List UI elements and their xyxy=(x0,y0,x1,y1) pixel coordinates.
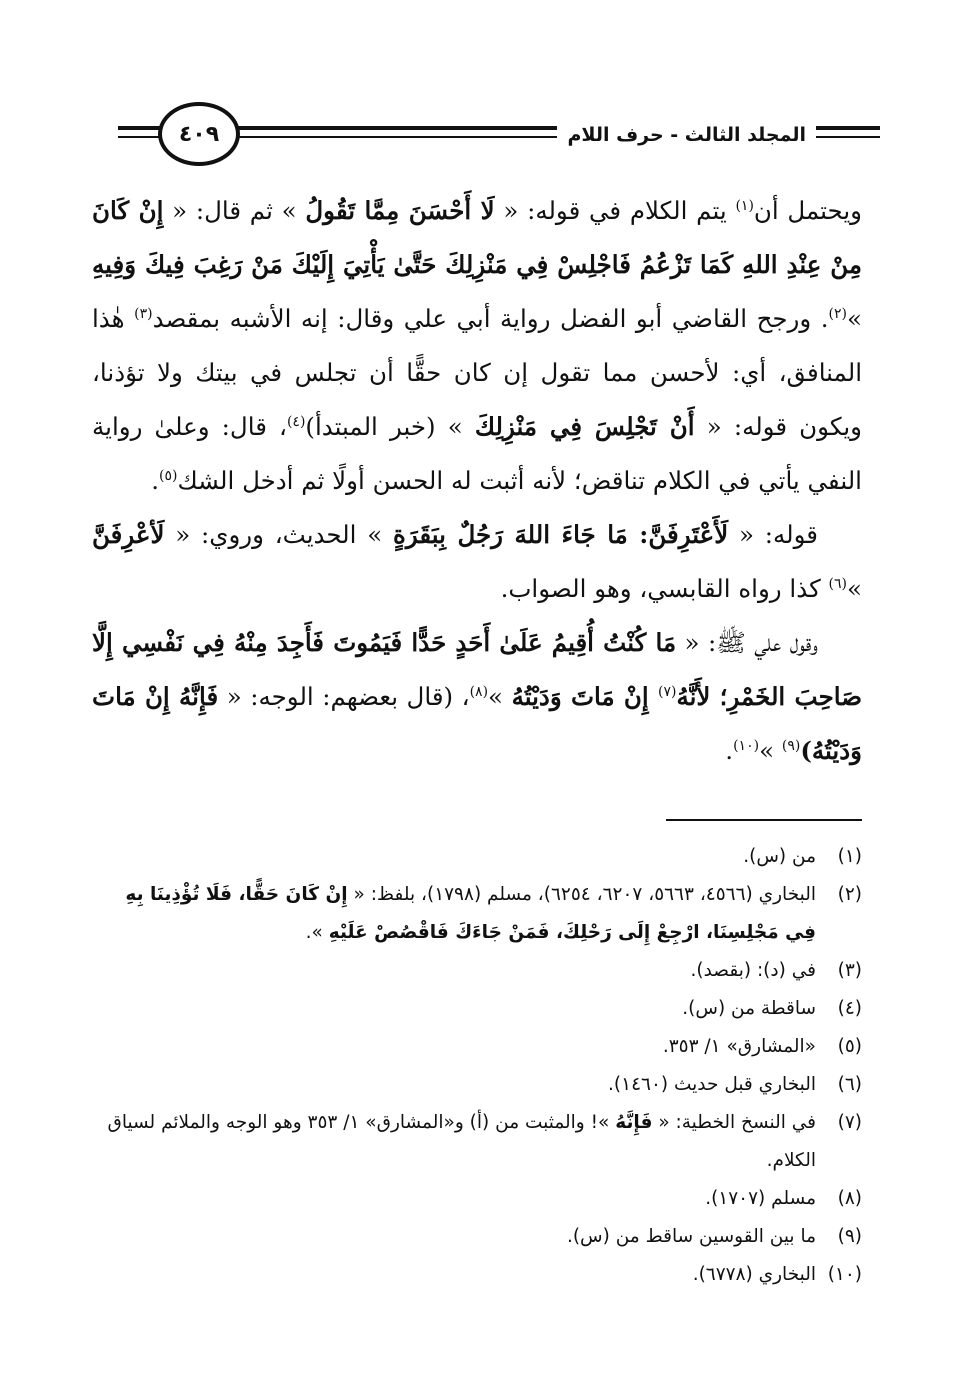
footnote-item xyxy=(92,1028,862,1066)
footnote-text-run: ». xyxy=(305,922,329,943)
footnote-item xyxy=(92,990,862,1028)
paragraph-3 xyxy=(92,616,862,778)
text-run: » (خبر المبتدأ) xyxy=(305,412,475,441)
footnote-number: (٢) xyxy=(837,884,862,905)
text-run: » الحديث، وروي: « xyxy=(164,520,393,549)
footnotes xyxy=(92,838,862,1294)
footnote-ref: (٦) xyxy=(828,575,847,592)
footnote-text: ساقطة من (س). xyxy=(682,998,816,1019)
footnote-number: (٧) xyxy=(837,1112,862,1133)
text-run: . xyxy=(151,466,160,495)
text-run: » xyxy=(488,682,512,711)
footnote-item xyxy=(92,1256,862,1294)
footnote-ref: (٤) xyxy=(286,413,306,430)
hadith-quote: إِنْ كَانَ مِنْ عِنْدِ اللهِ كَمَا تَزْعُمُ فَاجْلِسْ فِي مَنْزِلِكَ حَتَّىٰ يَأْتِيَ إِلَيْكَ مَنْ رَغِبَ فِيكَ وَفِيهِ xyxy=(92,196,862,279)
text-run: » xyxy=(759,736,782,765)
footnote-ref: (٥) xyxy=(159,467,178,484)
page-header xyxy=(118,98,880,178)
footnote-text: البخاري (٦٧٧٨). xyxy=(692,1264,816,1285)
footnote-ref: (٢) xyxy=(828,305,847,322)
footnote-text: ما بين القوسين ساقط من (س). xyxy=(566,1226,816,1247)
footnote-text: من (س). xyxy=(743,846,816,867)
paragraph-2 xyxy=(92,508,862,616)
footnote-item xyxy=(92,838,862,876)
hadith-quote: لَأعْرِفَنَّ xyxy=(92,520,165,549)
footnote-item xyxy=(92,1104,862,1180)
footnote-text: مسلم (١٧٠٧). xyxy=(705,1188,816,1209)
footnote-separator xyxy=(666,819,862,821)
hadith-quote: أَنْ تَجْلِسَ فِي مَنْزِلِكَ xyxy=(474,412,695,441)
footnote-number: (٤) xyxy=(837,998,862,1019)
footnote-ref: (١٠) xyxy=(733,737,760,754)
main-text xyxy=(92,184,862,778)
hadith-quote: لَا أَحْسَنَ مِمَّا تَقُولُ xyxy=(305,196,495,225)
footnote-item xyxy=(92,1066,862,1104)
footnote-ref: (٣) xyxy=(134,305,153,322)
footnote-ref: (٨) xyxy=(469,683,489,700)
footnote-item xyxy=(92,1180,862,1218)
footnote-text xyxy=(92,1104,816,1180)
footnote-number: (٨) xyxy=(837,1188,862,1209)
running-title: المجلد الثالث - حرف اللام xyxy=(557,124,816,146)
footnote-text: البخاري قبل حديث (١٤٦٠). xyxy=(608,1074,816,1095)
hadith-quote: فَإِنَّهُ إِنْ مَاتَ وَدَيْتُهُ) xyxy=(92,682,862,765)
page-number: ٤٠٩ xyxy=(178,121,220,147)
footnote-number: (١) xyxy=(837,846,862,867)
footnote-text: «المشارق» ١/ ٣٥٣. xyxy=(662,1036,816,1057)
text-run: » xyxy=(847,574,862,603)
text-run: . xyxy=(725,736,734,765)
paragraph-1 xyxy=(92,184,862,508)
text-run: » ثم قال: « xyxy=(163,196,306,225)
text-run: ، قال: وعلىٰ رواية النفي يأتي في الكلام تناقض؛ لأنه أثبت له الحسن أولًا ثم أدخل الشك xyxy=(92,412,862,495)
text-run: . ورجح القاضي أبو الفضل رواية أبي علي وقال: إنه الأشبه بمقصد xyxy=(152,304,829,333)
footnote-number: (٩) xyxy=(837,1226,862,1247)
footnote-number: (٥) xyxy=(837,1036,862,1057)
text-run: ، (قال بعضهم: الوجه: « xyxy=(218,682,470,711)
hadith-quote: مَا كُنْتُ أُقِيمُ عَلَىٰ أَحَدٍ حَدًّا فَيَمُوتَ فَأَجِدَ مِنْهُ فِي نَفْسِي إِلَّا صَاحِبَ الخَمْرِ؛ لأَنَّهُ xyxy=(92,628,863,711)
footnote-ref: (٧) xyxy=(658,683,677,700)
footnote-quote: إِنْ كَانَ حَقًّا، فَلَا تُؤْذِينَا بِهِ فِي مَجْلِسِنَا، ارْجِعْ إِلَى رَحْلِكَ، فَمَنْ جَاءَكَ فَاقْصُصْ عَلَيْهِ xyxy=(125,884,816,943)
footnote-ref: (٩) xyxy=(781,737,801,754)
footnote-number: (٦) xyxy=(837,1074,862,1095)
footnote-quote: فَإِنَّهُ xyxy=(615,1112,653,1133)
footnote-number: (٣) xyxy=(837,960,862,981)
footnote-item xyxy=(92,1218,862,1256)
footnote-text-run: البخاري (٤٥٦٦، ٥٦٦٣، ٦٢٠٧، ٦٢٥٤)، مسلم (١٧٩٨)، بلفظ: « xyxy=(347,884,816,905)
text-run: هٰذا المنافق، أي: لأحسن مما تقول إن كان حقًّا أن تجلس في بيتك ولا تؤذنا، ويكون قوله: « xyxy=(92,304,862,441)
text-run: كذا رواه القابسي، وهو الصواب. xyxy=(500,574,829,603)
text-run: ويحتمل أن xyxy=(753,196,863,225)
footnote-text-run: »! والمثبت من (أ) و«المشارق» ١/ ٣٥٣ وهو الوجه والملائم لسياق الكلام. xyxy=(107,1112,816,1171)
footnote-text: في (د): (بقصد). xyxy=(690,960,816,981)
footnote-text-run: في النسخ الخطية: « xyxy=(652,1112,816,1133)
footnote-item xyxy=(92,952,862,990)
hadith-quote: إِنْ مَاتَ وَدَيْتُهُ xyxy=(511,682,658,711)
page-number-badge xyxy=(158,102,240,166)
footnote-number: (١٠) xyxy=(827,1264,862,1285)
text-run: قوله: « xyxy=(728,520,818,549)
footnote-text xyxy=(92,876,816,952)
text-run: وقول علي ﷺ: « xyxy=(676,628,818,657)
text-run: يتم الكلام في قوله: « xyxy=(494,196,736,225)
text-run: » xyxy=(847,304,862,333)
footnote-item xyxy=(92,876,862,952)
hadith-quote: لَأَعْتَرِفَنَّ: مَا جَاءَ اللهَ رَجُلٌ بِبَقَرَةٍ xyxy=(393,520,729,549)
footnote-ref: (١) xyxy=(735,197,754,214)
